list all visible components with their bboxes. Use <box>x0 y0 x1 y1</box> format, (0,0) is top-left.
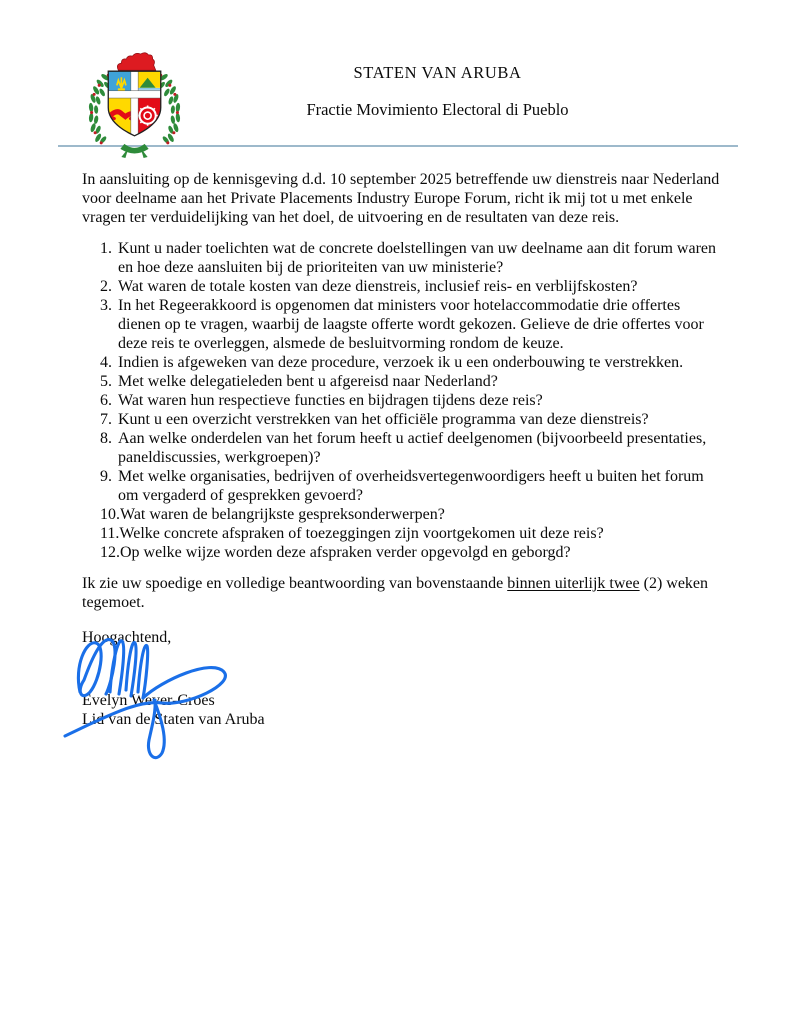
question-number: 1. <box>100 240 112 257</box>
question-number: 6. <box>100 392 112 409</box>
question-text: Indien is afgeweken van deze procedure, verzoek ik u een onderbouwing te verstrekken. <box>118 354 684 371</box>
signer-name: Evelyn Wever-Croes <box>82 692 215 709</box>
question-number: 2. <box>100 278 112 295</box>
closing-text-before: Ik zie uw spoedige en volledige beantwoording van bovenstaande <box>82 575 508 592</box>
question-number: 3. <box>100 297 112 314</box>
question-item-10 <box>82 505 726 524</box>
question-item-3 <box>82 296 726 353</box>
question-item-8 <box>82 429 726 467</box>
question-text: Wat waren hun respectieve functies en bijdragen tijdens deze reis? <box>118 392 543 409</box>
intro-paragraph: In aansluiting op de kennisgeving d.d. 10 september 2025 betreffende uw dienstreis naar Nederland voor deelname aan het Private Placements Industry Europe Forum, richt ik mij tot u met enkele vragen ter verduidelijking van het doel, de uitvoering en de resultaten van deze reis. <box>82 171 720 226</box>
letterhead <box>0 0 791 147</box>
question-text: Kunt u nader toelichten wat de concrete doelstellingen van uw deelname aan dit forum waren en hoe deze aansluiten bij de prioriteiten van uw ministerie? <box>118 240 716 276</box>
question-item-2 <box>82 277 726 296</box>
question-text: In het Regeerakkoord is opgenomen dat ministers voor hotelaccommodatie drie offertes dienen op te vragen, waarbij de laagste offerte wordt gekozen. Gelieve de drie offertes voor deze reis te overleggen, alsmede de besluitvorming rondom de keuze. <box>118 297 704 352</box>
aruba-coat-of-arms-icon <box>84 51 185 158</box>
fraction-name: Fractie Movimiento Electoral di Pueblo <box>306 100 569 119</box>
question-text: Wat waren de totale kosten van deze dienstreis, inclusief reis- en verblijfskosten? <box>118 278 638 295</box>
question-text: Kunt u een overzicht verstrekken van het officiële programma van deze dienstreis? <box>118 411 649 428</box>
closing-paragraph <box>82 574 726 612</box>
signoff-block <box>82 628 726 729</box>
question-text: Welke concrete afspraken of toezeggingen zijn voortgekomen uit deze reis? <box>119 525 604 542</box>
lion-icon <box>117 53 155 70</box>
question-number: 4. <box>100 354 112 371</box>
question-text: Met welke organisaties, bedrijven of overheidsvertegenwoordigers heeft u buiten het forum om vergaderd of gesprekken gevoerd? <box>118 468 704 504</box>
question-item-9 <box>82 467 726 505</box>
question-item-1 <box>82 239 726 277</box>
closing-text-underlined: binnen uiterlijk twee <box>507 575 640 592</box>
question-text: Wat waren de belangrijkste gespreksonderwerpen? <box>120 506 445 523</box>
question-text: Aan welke onderdelen van het forum heeft u actief deelgenomen (bijvoorbeeld presentaties, paneldiscussies, werkgroepen)? <box>118 430 707 466</box>
salutation: Hoogachtend, <box>82 629 172 646</box>
closing-text-after: (2) weken tegemoet. <box>82 575 709 611</box>
question-item-6 <box>82 391 726 410</box>
question-item-7 <box>82 410 726 429</box>
question-item-4 <box>82 353 726 372</box>
question-item-11 <box>82 524 726 543</box>
question-item-5 <box>82 372 726 391</box>
question-list <box>82 239 726 562</box>
question-number: 5. <box>100 373 112 390</box>
question-number: 11. <box>100 525 120 542</box>
org-name: STATEN VAN ARUBA <box>353 63 522 82</box>
question-item-12 <box>82 543 726 562</box>
question-text: Op welke wijze worden deze afspraken verder opgevolgd en geborgd? <box>120 544 571 561</box>
letterhead-text <box>84 63 791 119</box>
question-number: 10. <box>100 506 120 523</box>
question-number: 12. <box>100 544 120 561</box>
question-number: 8. <box>100 430 112 447</box>
signer-title: Lid van de Staten van Aruba <box>82 711 265 728</box>
question-number: 9. <box>100 468 112 485</box>
letter-body <box>82 170 726 729</box>
question-number: 7. <box>100 411 112 428</box>
question-text: Met welke delegatieleden bent u afgereisd naar Nederland? <box>118 373 498 390</box>
